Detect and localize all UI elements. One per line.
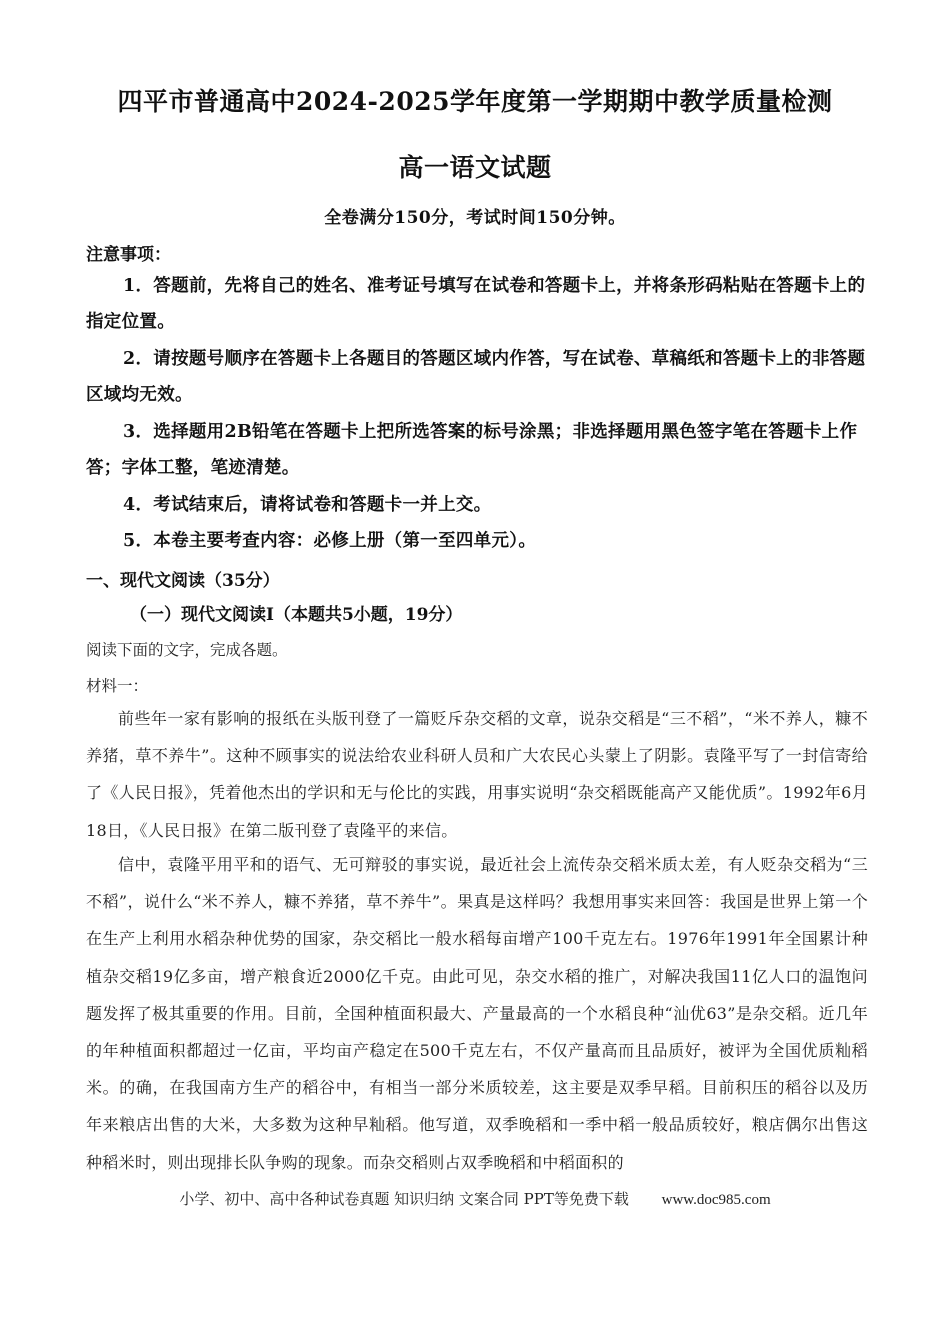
exam-subtitle: 高一语文试题 <box>398 153 552 182</box>
reading-instruction: 阅读下面的文字，完成各题。 <box>86 641 288 659</box>
material-label: 材料一： <box>86 677 149 695</box>
footer-url[interactable]: www.doc985.com <box>661 1192 771 1208</box>
footer-text: 小学、初中、高中各种试卷真题 知识归纳 文案合同 PPT等免费下载 <box>179 1190 629 1208</box>
exam-title: 四平市普通高中2024-2025学年度第一学期期中教学质量检测 <box>117 87 833 116</box>
material-paragraph: 信中，袁隆平用平和的语气、无可辩驳的事实说，最近社会上流传杂交稻米质太差，有人贬杂交稻为“三不稻”，说什么“米不养人，糠不养猪，草不养牛”。果真是这样吗？我想用事实来回答：我国是世界上第一个在生产上利用水稻杂种优势的国家，杂交稻比一般水稻每亩增产100千克左右。1976年1991年全国累计种植杂交稻19亿多亩，增产粮食近2000亿千克。由此可见，杂交水稻的推广，对解决我国11亿人口的温饱问题发挥了极其重要的作用。目前，全国种植面积最大、产量最高的一个水稻良种“汕优63”是杂交稻。近几年的年种植面积都超过一亿亩，平均亩产稳定在500千克左右，不仅产量高而且品质好，被评为全国优质籼稻米。的确，在我国南方生产的稻谷中，有相当一部分米质较差，这主要是双季早稻。目前积压的稻谷以及历年来粮店出售的大米，大多数为这种早籼稻。他写道，双季晚稻和一季中稻一般品质较好，粮店偶尔出售这种稻米时，则出现排长队争购的现象。而杂交稻则占双季晚稻和中稻面积的 <box>86 855 868 1172</box>
exam-info: 全卷满分150分，考试时间150分钟。 <box>324 208 626 228</box>
page-footer <box>0 1188 950 1209</box>
notice-item: 5．本卷主要考查内容：必修上册（第一至四单元）。 <box>123 531 537 551</box>
notice-item: 1．答题前，先将自己的姓名、准考证号填写在试卷和答题卡上，并将条形码粘贴在答题卡上的指定位置。 <box>86 276 866 332</box>
notice-heading: 注意事项： <box>86 245 171 265</box>
notice-item: 4．考试结束后，请将试卷和答题卡一并上交。 <box>123 495 492 515</box>
section-heading: 一、现代文阅读（35分） <box>86 571 280 591</box>
notice-item: 3．选择题用2B铅笔在答题卡上把所选答案的标号涂黑；非选择题用黑色签字笔在答题卡上作答；字体工整，笔迹清楚。 <box>86 422 858 478</box>
notice-item: 2．请按题号顺序在答题卡上各题目的答题区域内作答，写在试卷、草稿纸和答题卡上的非答题区域均无效。 <box>86 349 866 405</box>
material-paragraph: 前些年一家有影响的报纸在头版刊登了一篇贬斥杂交稻的文章，说杂交稻是“三不稻”，“米不养人，糠不养猪，草不养牛”。这种不顾事实的说法给农业科研人员和广大农民心头蒙上了阴影。袁隆平写了一封信寄给了《人民日报》，凭着他杰出的学识和无与伦比的实践，用事实说明“杂交稻既能高产又能优质”。1992年6月18日，《人民日报》在第二版刊登了袁隆平的来信。 <box>86 709 868 840</box>
subsection-heading: （一）现代文阅读Ⅰ（本题共5小题，19分） <box>130 605 463 625</box>
